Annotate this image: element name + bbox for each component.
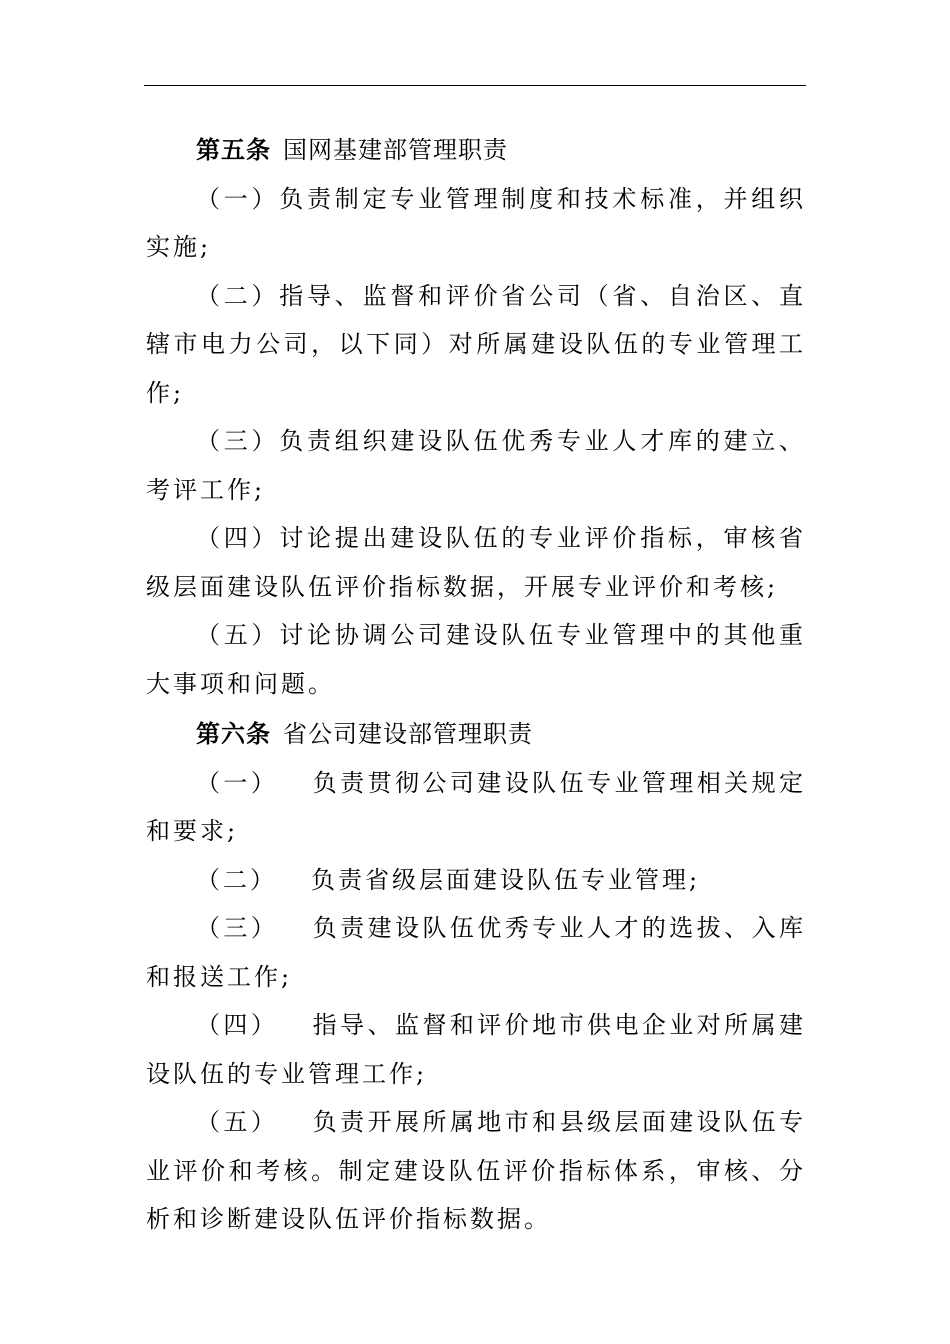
article-5-title: 国网基建部管理职责	[283, 136, 508, 164]
article-6-item-3-text: 负责建设队伍优秀专业人才的选拔、入库和报送工作;	[146, 914, 807, 991]
article-6-item-5	[146, 1098, 806, 1244]
article-6-item-1	[146, 759, 806, 856]
article-5-heading	[146, 126, 806, 175]
article-6-item-2-text: 负责省级层面建设队伍专业管理;	[311, 865, 701, 894]
article-6-item-5-marker: （五）	[196, 1108, 279, 1136]
article-6-heading	[146, 710, 806, 759]
article-5-item-3: （三）负责组织建设队伍优秀专业人才库的建立、考评工作;	[146, 427, 806, 504]
article-6-item-1-marker: （一）	[196, 768, 279, 797]
article-6-item-3	[146, 904, 806, 1001]
article-6-item-5-text: 负责开展所属地市和县级层面建设队伍专业评价和考核。制定建设队伍评价指标体系，审核、分析和诊断建设队伍评价指标数据。	[146, 1108, 807, 1233]
article-6-item-4-marker: （四）	[196, 1011, 279, 1039]
article-6-item-4-text: 指导、监督和评价地市供电企业对所属建设队伍的专业管理工作;	[146, 1011, 807, 1088]
article-6-item-4	[146, 1001, 806, 1098]
article-6-item-2	[146, 856, 806, 905]
article-5-item-1: （一）负责制定专业管理制度和技术标准，并组织实施;	[146, 184, 806, 261]
article-5-item-4: （四）讨论提出建设队伍的专业评价指标，审核省级层面建设队伍评价指标数据，开展专业评价和考核;	[146, 524, 806, 601]
header-rule	[144, 85, 806, 86]
document-body	[146, 124, 806, 1244]
article-5-number: 第五条	[196, 135, 271, 164]
article-6-item-3-marker: （三）	[196, 914, 279, 942]
article-6-title: 省公司建设部管理职责	[283, 720, 533, 748]
article-6-item-2-marker: （二）	[196, 865, 277, 894]
article-6-item-1-text: 负责贯彻公司建设队伍专业管理相关规定和要求;	[146, 768, 807, 845]
article-5-item-5: （五）讨论协调公司建设队伍专业管理中的其他重大事项和问题。	[146, 621, 806, 698]
article-6-number: 第六条	[196, 719, 271, 748]
article-5-item-2: （二）指导、监督和评价省公司（省、自治区、直辖市电力公司，以下同）对所属建设队伍的专业管理工作;	[146, 281, 806, 407]
